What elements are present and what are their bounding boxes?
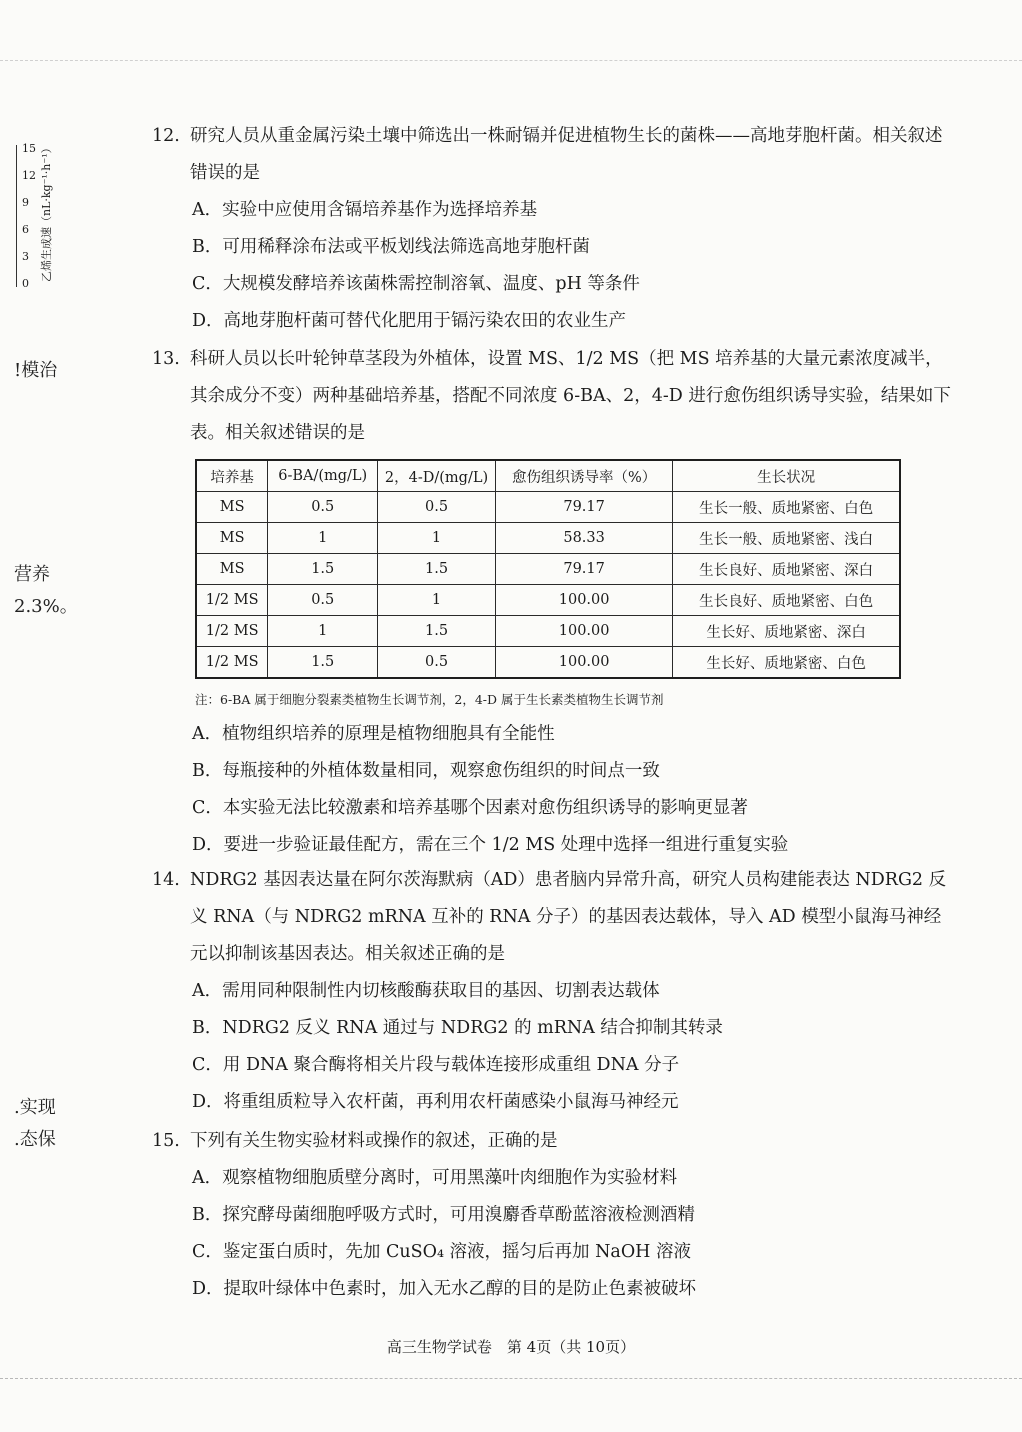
- option-c: C．大规模发酵培养该菌株需控制溶氧、温度、pH 等条件: [192, 274, 640, 294]
- table-cell: 生长好、质地紧密、白色: [673, 647, 900, 679]
- option-a: A．植物组织培养的原理是植物细胞具有全能性: [192, 724, 555, 744]
- question-text: NDRG2 基因表达量在阿尔茨海默病（AD）患者脑内异常升高，研究人员构建能表达 NDRG2 反义 RNA（与 NDRG2 mRNA 互补的 RNA 分子）的基因表达载体，导入 AD 模型小鼠海马神经元以抑制该基因表达。相关叙述正确的是: [190, 870, 947, 964]
- question-text: 下列有关生物实验材料或操作的叙述，正确的是: [190, 1131, 558, 1151]
- mini-chart-ylabel: 乙烯生成速（nL·kg⁻¹·h⁻¹）: [40, 142, 53, 282]
- table-cell: 100.00: [495, 585, 672, 616]
- question-text: 研究人员从重金属污染土壤中筛选出一株耐镉并促进植物生长的菌株——高地芽胞杆菌。相关叙述错误的是: [190, 126, 943, 183]
- mini-chart-tick: 6: [22, 223, 29, 236]
- table-cell: 0.5: [268, 585, 378, 616]
- table-cell: 生长好、质地紧密、深白: [673, 616, 900, 647]
- table-note: 注：6-BA 属于细胞分裂素类植物生长调节剂，2，4-D 属于生长素类植物生长调节剂: [195, 692, 664, 707]
- option-a: A．需用同种限制性内切核酸酶获取目的基因、切割表达载体: [192, 981, 660, 1001]
- table-cell: MS: [196, 554, 268, 585]
- question-stem: [152, 862, 952, 973]
- table-cell: 1/2 MS: [196, 616, 268, 647]
- option-d: D．高地芽胞杆菌可替代化肥用于镉污染农田的农业生产: [192, 311, 627, 331]
- question-12: [152, 118, 952, 340]
- question-text: 科研人员以长叶轮钟草茎段为外植体，设置 MS、1/2 MS（把 MS 培养基的大量元素浓度减半，其余成分不变）两种基础培养基，搭配不同浓度 6-BA、2，4-D 进行愈伤组织诱导实验，结果如下表。相关叙述错误的是: [190, 349, 951, 443]
- question-14: [152, 862, 952, 1121]
- option-c: C．本实验无法比较激素和培养基哪个因素对愈伤组织诱导的影响更显著: [192, 798, 748, 818]
- question-13: [152, 341, 952, 452]
- option-b: B．NDRG2 反义 RNA 通过与 NDRG2 的 mRNA 结合抑制其转录: [192, 1018, 723, 1038]
- mini-chart-axis: [16, 145, 17, 287]
- margin-fragment: !模治: [14, 360, 58, 381]
- option-c: C．用 DNA 聚合酶将相关片段与载体连接形成重组 DNA 分子: [192, 1055, 680, 1075]
- mini-chart-tick: 15: [22, 142, 36, 155]
- margin-fragment: .态保: [14, 1129, 56, 1150]
- option-b: B．可用稀释涂布法或平板划线法筛选高地芽胞杆菌: [192, 237, 590, 257]
- table-cell: 1: [378, 585, 496, 616]
- margin-fragment: 营养: [14, 564, 50, 585]
- option-d: D．将重组质粒导入农杆菌，再利用农杆菌感染小鼠海马神经元: [192, 1092, 679, 1112]
- mini-chart-tick: 12: [22, 169, 36, 182]
- table-cell: 生长良好、质地紧密、白色: [673, 585, 900, 616]
- table-cell: 58.33: [495, 523, 672, 554]
- table-cell: 1: [268, 523, 378, 554]
- question-number: 13.: [152, 349, 180, 369]
- table-row: [196, 523, 900, 554]
- table-header: 生长状况: [673, 460, 900, 492]
- table-cell: 1: [378, 523, 496, 554]
- option-d: D．要进一步验证最佳配方，需在三个 1/2 MS 处理中选择一组进行重复实验: [192, 835, 789, 855]
- table-cell: 1/2 MS: [196, 585, 268, 616]
- top-perforation: [0, 60, 1022, 61]
- table-cell: 1: [268, 616, 378, 647]
- table-cell: 100.00: [495, 647, 672, 679]
- table-cell: 0.5: [378, 492, 496, 523]
- question-number: 15.: [152, 1131, 180, 1151]
- table-cell: 79.17: [495, 492, 672, 523]
- table-cell: 1/2 MS: [196, 647, 268, 679]
- table-header: 2，4-D/(mg/L): [378, 460, 496, 492]
- table-row: [196, 647, 900, 679]
- table-cell: 0.5: [268, 492, 378, 523]
- table-header-row: [196, 460, 900, 492]
- table-cell: 1.5: [268, 647, 378, 679]
- results-table: [195, 459, 901, 679]
- question-stem: [152, 118, 952, 192]
- option-d: D．提取叶绿体中色素时，加入无水乙醇的目的是防止色素被破坏: [192, 1279, 697, 1299]
- margin-fragment: 2.3%。: [14, 596, 78, 617]
- results-table-wrap: [195, 459, 901, 679]
- question-stem: [152, 1123, 952, 1160]
- page-footer: 高三生物学试卷 第 4页（共 10页）: [386, 1338, 636, 1356]
- table-row: [196, 492, 900, 523]
- mini-chart-tick: 3: [22, 250, 29, 263]
- option-b: B．探究酵母菌细胞呼吸方式时，可用溴麝香草酚蓝溶液检测酒精: [192, 1205, 695, 1225]
- table-cell: 生长良好、质地紧密、深白: [673, 554, 900, 585]
- question-number: 12.: [152, 126, 180, 146]
- question-number: 14.: [152, 870, 180, 890]
- table-row: [196, 554, 900, 585]
- table-cell: 生长一般、质地紧密、浅白: [673, 523, 900, 554]
- margin-fragment: .实现: [14, 1097, 56, 1118]
- table-cell: MS: [196, 492, 268, 523]
- table-cell: MS: [196, 523, 268, 554]
- table-cell: 79.17: [495, 554, 672, 585]
- option-b: B．每瓶接种的外植体数量相同，观察愈伤组织的时间点一致: [192, 761, 660, 781]
- table-header: 培养基: [196, 460, 268, 492]
- option-a: A．实验中应使用含镉培养基作为选择培养基: [192, 200, 538, 220]
- table-header: 6-BA/(mg/L): [268, 460, 378, 492]
- bottom-perforation: [0, 1378, 1022, 1379]
- question-15: [152, 1123, 952, 1308]
- table-cell: 100.00: [495, 616, 672, 647]
- table-header: 愈伤组织诱导率（%）: [495, 460, 672, 492]
- table-cell: 0.5: [378, 647, 496, 679]
- question-stem: [152, 341, 952, 452]
- option-c: C．鉴定蛋白质时，先加 CuSO₄ 溶液，摇匀后再加 NaOH 溶液: [192, 1242, 692, 1262]
- table-row: [196, 616, 900, 647]
- question-13-options: [152, 716, 952, 864]
- table-cell: 生长一般、质地紧密、白色: [673, 492, 900, 523]
- table-cell: 1.5: [268, 554, 378, 585]
- table-row: [196, 585, 900, 616]
- mini-chart-tick: 9: [22, 196, 29, 209]
- table-cell: 1.5: [378, 554, 496, 585]
- mini-chart-tick: 0: [22, 277, 29, 290]
- option-a: A．观察植物细胞质壁分离时，可用黑藻叶肉细胞作为实验材料: [192, 1168, 678, 1188]
- table-cell: 1.5: [378, 616, 496, 647]
